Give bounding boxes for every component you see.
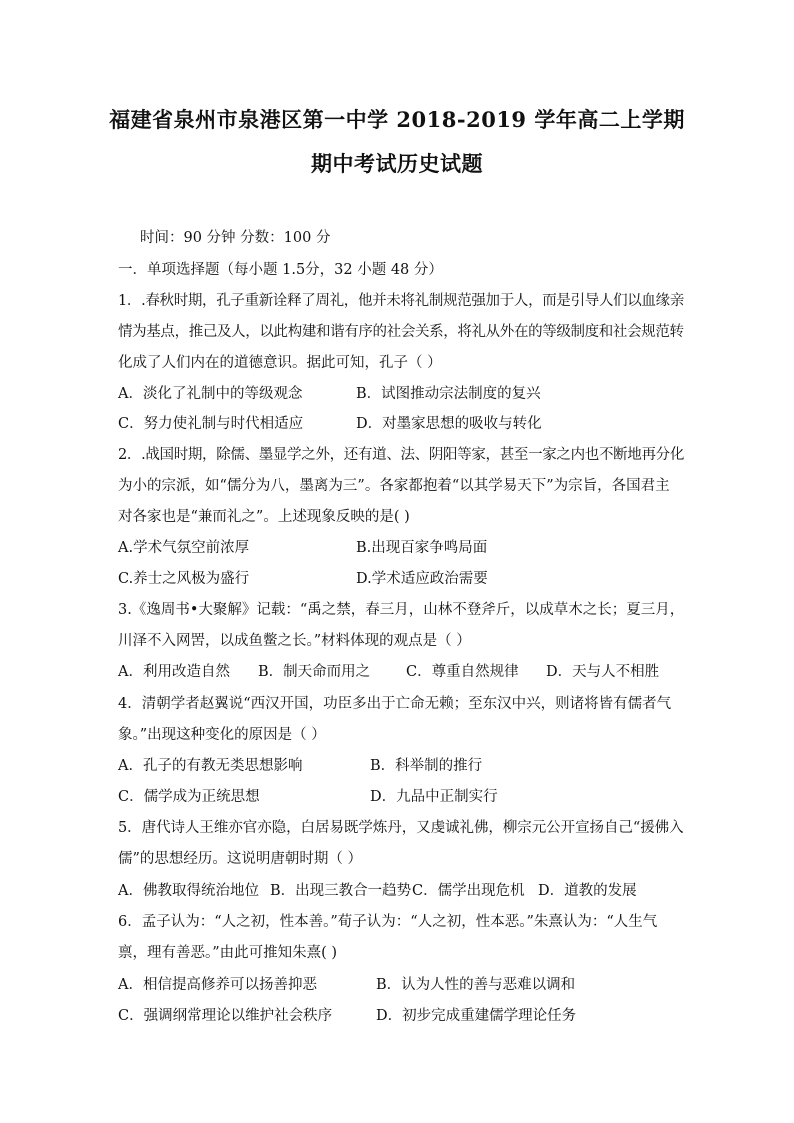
q5-option-c: C．儒学出现危机 [412,883,525,899]
q2-stem-line: 为小的宗派，如“儒分为八，墨离为三”。各家都抱着“以其学易天下”为宗旨，各国君主 [118,478,670,494]
exam-title-line1: 福建省泉州市泉港区第一中学 2018-2019 学年高二上学期 [109,107,685,132]
q3-stem-line: 3.《逸周书•大聚解》记载：“禹之禁，春三月，山林不登斧斤，以成草木之长；夏三月， [118,602,685,618]
q1-option-c: C．努力使礼制与时代相适应 [118,416,304,432]
q3-option-a: A．利用改造自然 [118,664,230,680]
q6-option-a: A．相信提高修养可以扬善抑恶 [118,977,317,993]
q6-option-b: B．认为人性的善与恶难以调和 [376,977,576,993]
q6-option-c: C．强调纲常理论以维护社会秩序 [118,1008,333,1024]
q4-option-b: B．科举制的推行 [370,758,483,774]
q4-option-d: D．九品中正制实行 [370,789,498,805]
q1-option-a: A．淡化了礼制中的等级观念 [118,386,303,402]
q1-option-b: B．试图推动宗法制度的复兴 [356,386,541,402]
q4-option-a: A．孔子的有教无类思想影响 [118,758,303,774]
q3-option-d: D．天与人不相胜 [546,664,660,680]
q1-stem-line: 情为基点，推己及人，以此构建和谐有序的社会关系，将礼从外在的等级制度和社会规范转 [118,324,684,340]
q4-option-c: C．儒学成为正统思想 [118,789,260,805]
q6-option-d: D．初步完成重建儒学理论任务 [376,1008,577,1024]
q2-option-d: D.学术适应政治需要 [356,571,488,587]
q5-option-a: A．佛教取得统治地位 [118,883,259,899]
q4-stem-line: 4．清朝学者赵翼说“西汉开国，功臣多出于亡命无赖；至东汉中兴，则诸将皆有儒者气 [118,696,672,712]
q2-option-b: B.出现百家争鸣局面 [356,540,488,556]
q5-option-b: B．出现三教合一趋势 [270,883,412,899]
q2-option-a: A.学术气氛空前浓厚 [118,540,250,556]
q5-stem-line: 5．唐代诗人王维亦官亦隐，白居易既学炼丹，又虔诚礼佛，柳宗元公开宣扬自己“援佛入 [118,820,684,836]
q3-option-b: B．制天命而用之 [258,664,371,680]
q1-stem-line: 化成了人们内在的道德意识。据此可知，孔子（ ） [118,355,442,371]
q5-stem-line: 儒”的思想经历。这说明唐朝时期（ ） [118,851,363,867]
q6-stem-line: 6．孟子认为：“人之初，性本善。”荀子认为：“人之初，性本恶。”朱熹认为：“人生气 [118,914,658,930]
q3-stem-line: 川泽不入网罟，以成鱼鳖之长。”材料体现的观点是（ ） [118,633,471,649]
exam-title-line2: 期中考试历史试题 [311,151,483,176]
q2-option-c: C.养士之风极为盛行 [118,571,250,587]
time-score-info: 时间：90 分钟 分数：100 分 [140,230,331,246]
section-heading: 一．单项选择题（每小题 1.5分，32 小题 48 分） [118,262,443,278]
q6-stem-line: 禀，理有善恶。”由此可推知朱熹( ) [118,945,338,961]
q1-stem-line: 1．.春秋时期，孔子重新诠释了周礼，他并未将礼制规范强加于人，而是引导人们以血缘亲 [118,293,685,309]
q3-option-c: C．尊重自然规律 [406,664,519,680]
q2-stem-line: 对各家也是“兼而礼之”。上述现象反映的是( ) [118,509,410,525]
q4-stem-line: 象。”出现这种变化的原因是（ ） [118,727,326,743]
q2-stem-line: 2．.战国时期，除儒、墨显学之外，还有道、法、阴阳等家，甚至一家之内也不断地再分化 [118,447,685,463]
q5-option-d: D．道教的发展 [538,883,637,899]
q1-option-d: D．对墨家思想的吸收与转化 [356,416,542,432]
